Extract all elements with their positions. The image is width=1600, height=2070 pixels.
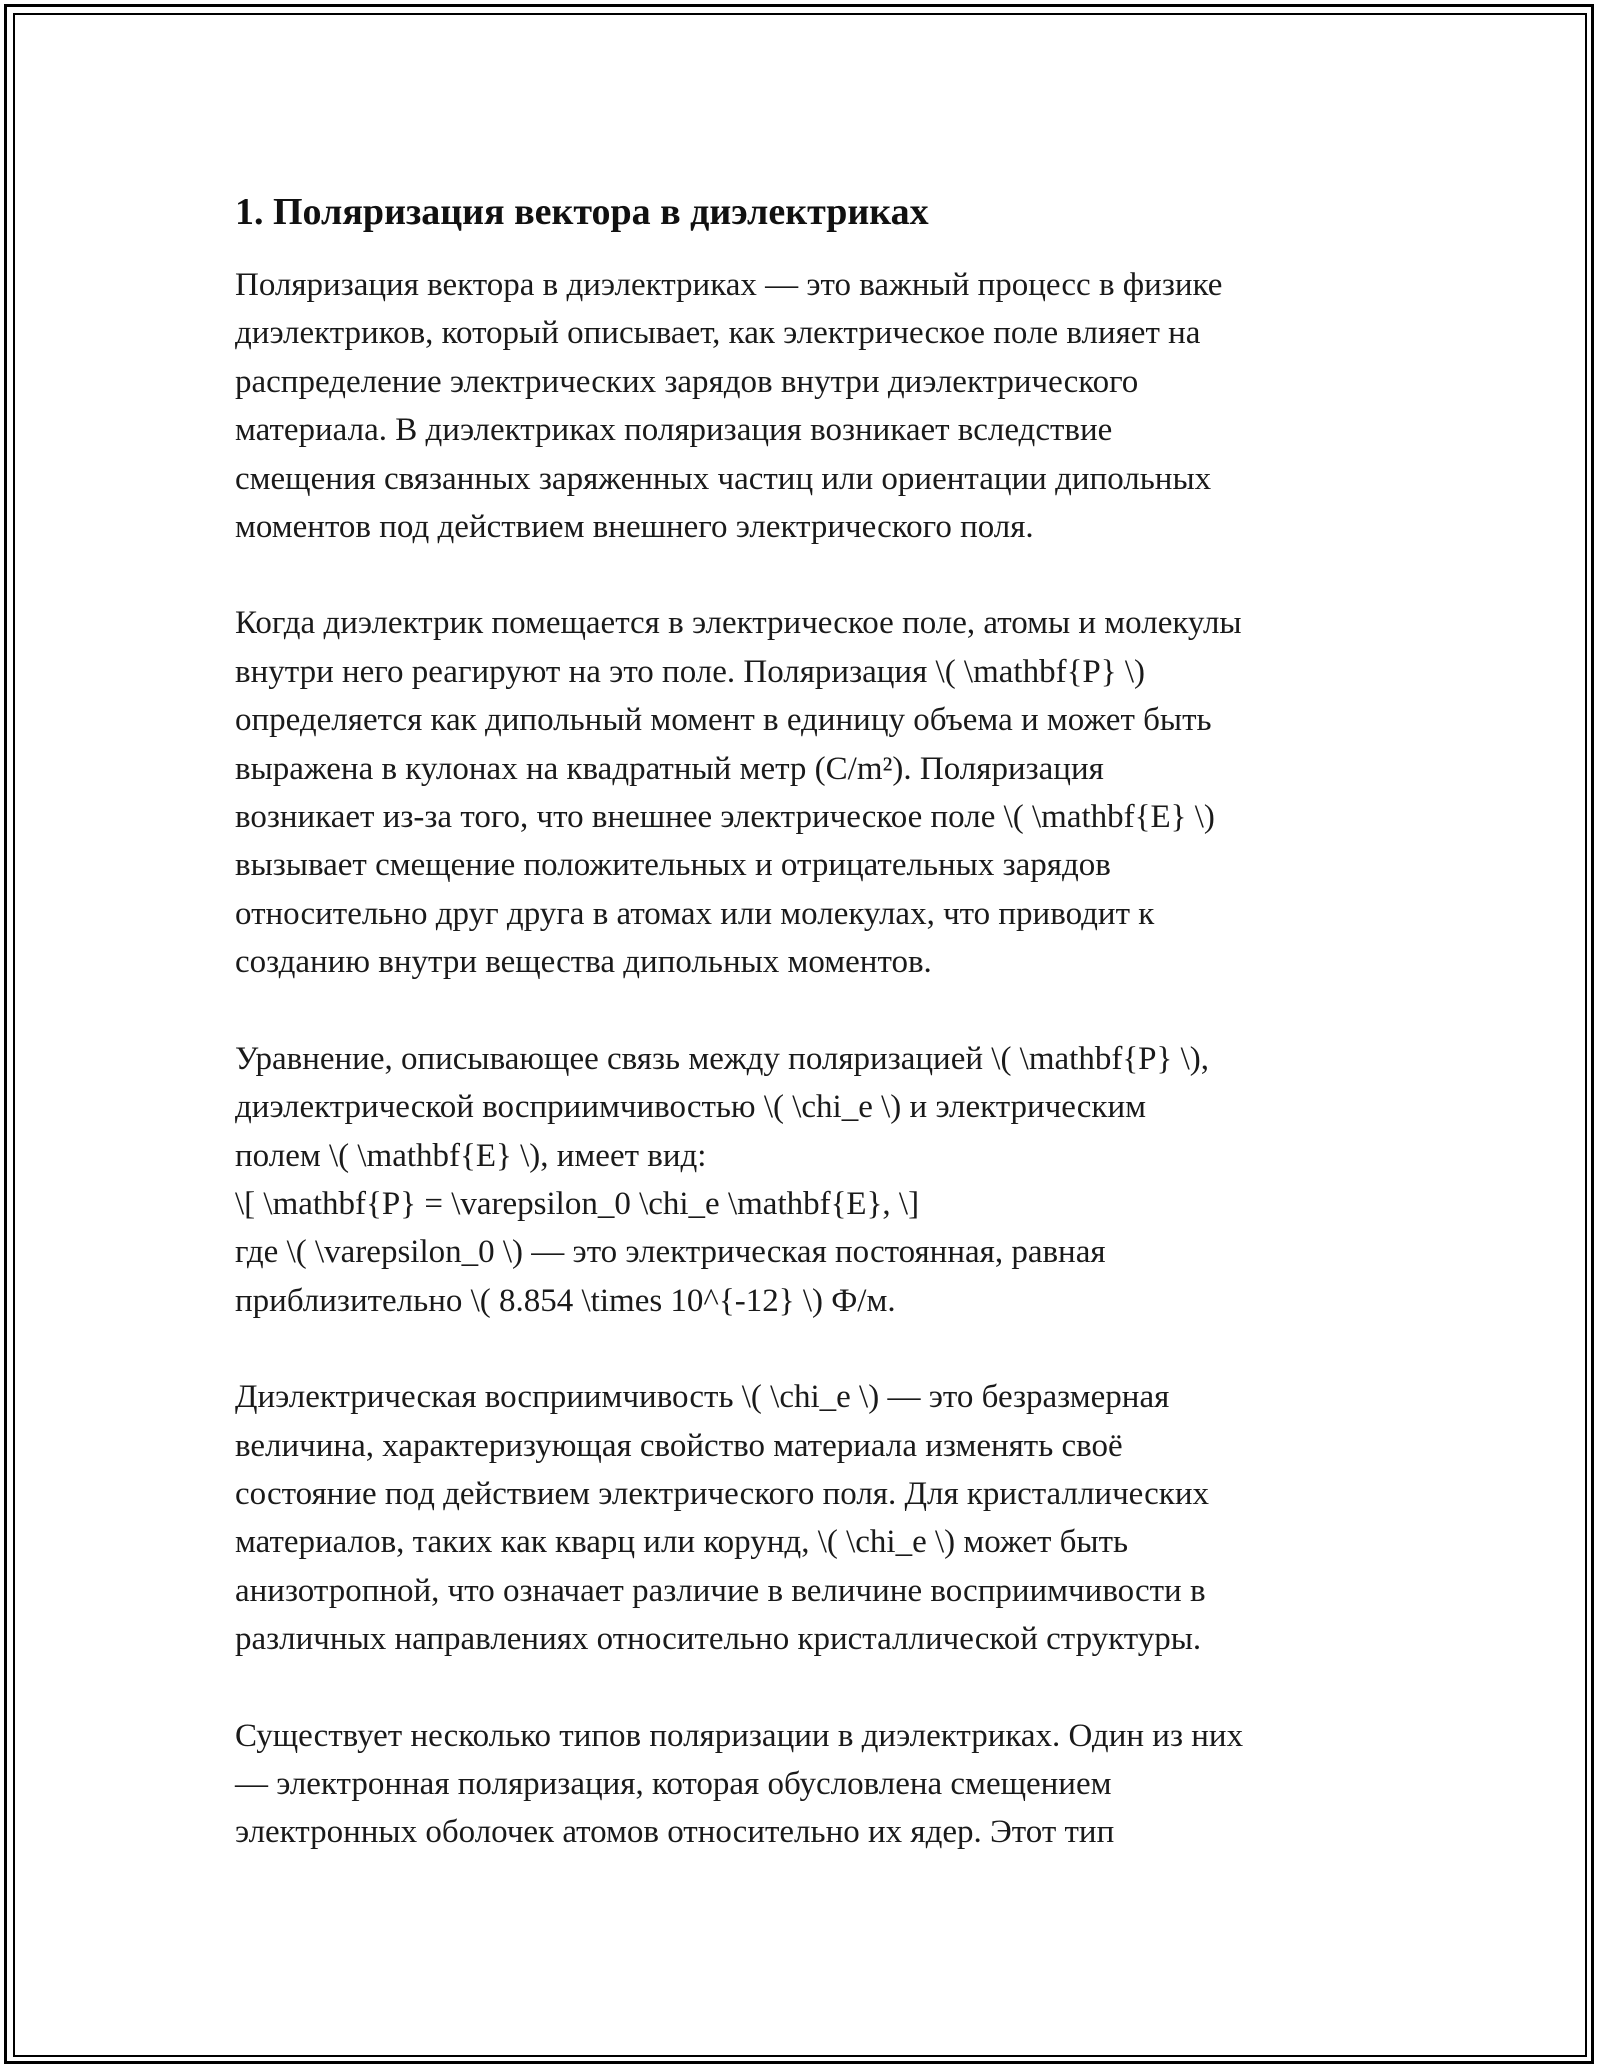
text-line: диэлектрической восприимчивостью \( \chi_e \) и электрическим: [235, 1089, 1146, 1126]
text-line: вызывает смещение положительных и отрицательных зарядов: [235, 847, 1111, 884]
text-line: смещения связанных заряженных частиц или ориентации дипольных: [235, 460, 1212, 497]
document-body: [235, 185, 1375, 1905]
text-line: Когда диэлектрик помещается в электрическое поле, атомы и молекулы: [235, 605, 1242, 642]
text-line: материала. В диэлектриках поляризация возникает вследствие: [235, 412, 1113, 449]
paragraph-4: [235, 1373, 1375, 1663]
text-line: где \( \varepsilon_0 \) — это электрическая постоянная, равная: [235, 1234, 1106, 1271]
paragraph-3: [235, 1035, 1375, 1325]
text-line: приблизительно \( 8.854 \times 10^{-12} \) Ф/м.: [235, 1282, 896, 1319]
text-line: диэлектриков, который описывает, как электрическое поле влияет на: [235, 315, 1201, 352]
text-line: электронных оболочек атомов относительно их ядер. Этот тип: [235, 1814, 1115, 1851]
text-line: различных направлениях относительно кристаллической структуры.: [235, 1621, 1202, 1658]
text-line: Существует несколько типов поляризации в диэлектриках. Один из них: [235, 1717, 1244, 1754]
paragraph-5: [235, 1712, 1375, 1857]
text-line: состояние под действием электрического поля. Для кристаллических: [235, 1475, 1209, 1512]
text-line: определяется как дипольный момент в единицу объема и может быть: [235, 702, 1212, 739]
paragraph-1: [235, 261, 1375, 551]
text-line: созданию внутри вещества дипольных моментов.: [235, 944, 932, 981]
section-heading: 1. Поляризация вектора в диэлектриках: [235, 191, 929, 233]
text-line: величина, характеризующая свойство материала изменять своё: [235, 1427, 1123, 1464]
text-line: полем \( \mathbf{E} \), имеет вид:: [235, 1137, 707, 1174]
text-line: моментов под действием внешнего электрического поля.: [235, 509, 1034, 546]
text-line: распределение электрических зарядов внутри диэлектрического: [235, 363, 1139, 400]
text-line: внутри него реагируют на это поле. Поляризация \( \mathbf{P} \): [235, 653, 1146, 690]
text-line: Уравнение, описывающее связь между поляризацией \( \mathbf{P} \),: [235, 1040, 1210, 1077]
text-line: — электронная поляризация, которая обусловлена смещением: [235, 1765, 1112, 1802]
text-line: Поляризация вектора в диэлектриках — это важный процесс в физике: [235, 267, 1223, 303]
text-line: относительно друг друга в атомах или молекулах, что приводит к: [235, 895, 1155, 932]
text-line: возникает из-за того, что внешнее электрическое поле \( \mathbf{E} \): [235, 799, 1215, 836]
equation-line: \[ \mathbf{P} = \varepsilon_0 \chi_e \mathbf{E}, \]: [235, 1185, 920, 1222]
text-line: Диэлектрическая восприимчивость \( \chi_e \) — это безразмерная: [235, 1379, 1170, 1416]
paragraph-2: [235, 599, 1375, 986]
text-line: выражена в кулонах на квадратный метр (C/m²). Поляризация: [235, 750, 1104, 787]
text-line: материалов, таких как кварц или корунд, \( \chi_e \) может быть: [235, 1524, 1129, 1561]
text-line: анизотропной, что означает различие в величине восприимчивости в: [235, 1572, 1206, 1609]
